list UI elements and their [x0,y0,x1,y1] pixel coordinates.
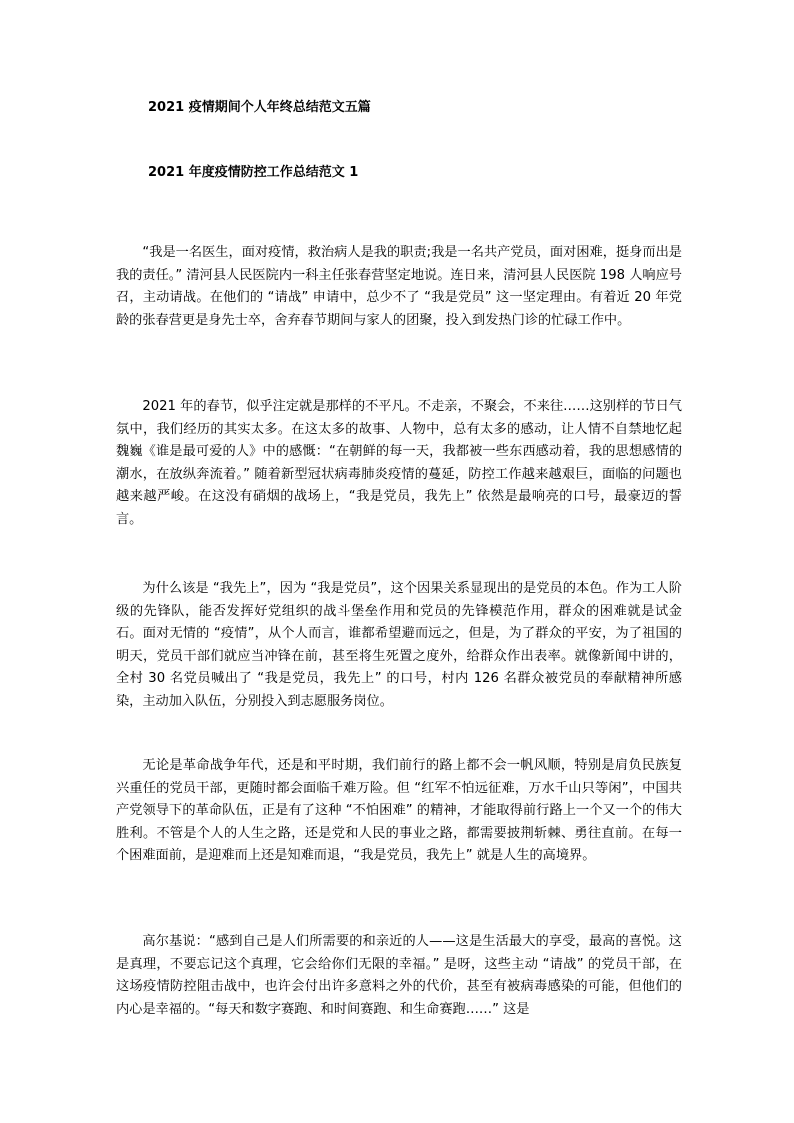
section-title: 2021 年度疫情防控工作总结范文 1 [148,165,359,180]
document-title: 2021 疫情期间个人年终总结范文五篇 [148,100,371,115]
paragraph: 无论是革命战争年代，还是和平时期，我们前行的路上都不会一帆风顺，特别是肩负民族复兴重任的党员干部，更随时都会面临千难万险。但 “红军不怕远征难，万水千山只等闲”，中国共产党领导下的革命队伍，正是有了这种 “不怕困难” 的精神，才能取得前行路上一个又一个的伟大胜利。不管是个人的人生之路，还是党和人民的事业之路，都需要披荆斩棘、勇往直前。在每一个困难面前，是迎难而上还是知难而退，“我是党员，我先上” 就是人生的高境界。 [116,758,682,864]
paragraph: 2021 年的春节，似乎注定就是那样的不平凡。不走亲，不聚会，不来往……这别样的节日气氛中，我们经历的其实太多。在这太多的故事、人物中，总有太多的感动，让人情不自禁地忆起魏巍《谁是最可爱的人》中的感慨：“在朝鲜的每一天，我都被一些东西感动着，我的思想感情的潮水，在放纵奔流着。” 随着新型冠状病毒肺炎疫情的蔓延，防控工作越来越艰巨，面临的问题也越来越严峻。在这没有硝烟的战场上，“我是党员，我先上” 依然是最响亮的口号，最豪迈的誓言。 [116,399,682,527]
paragraph: “我是一名医生，面对疫情，救治病人是我的职责;我是一名共产党员，面对困难，挺身而出是我的责任。” 清河县人民医院内一科主任张春营坚定地说。连日来，清河县人民医院 198 人响应号召，主动请战。在他们的 “请战” 申请中，总少不了 “我是党员” 这一坚定理由。有着近 20 年党龄的张春营更是身先士卒，舍弃春节期间与家人的团聚，投入到发热门诊的忙碌工作中。 [116,245,682,328]
paragraph: 高尔基说：“感到自己是人们所需要的和亲近的人——这是生活最大的享受，最高的喜悦。这是真理，不要忘记这个真理，它会给你们无限的幸福。” 是呀，这些主动 “请战” 的党员干部，在这场疫情防控阻击战中，也许会付出许多意料之外的代价，甚至有被病毒感染的可能，但他们的内心是幸福的。“每天和数字赛跑、和时间赛跑、和生命赛跑……” 这是 [116,934,682,1017]
paragraph: 为什么该是 “我先上”，因为 “我是党员”，这个因果关系显现出的是党员的本色。作为工人阶级的先锋队，能否发挥好党组织的战斗堡垒作用和党员的先锋模范作用，群众的困难就是试金石。面对无情的 “疫情”，从个人而言，谁都希望避而远之，但是，为了群众的平安，为了祖国的明天，党员干部们就应当冲锋在前，甚至将生死置之度外，给群众作出表率。就像新闻中讲的，全村 30 名党员喊出了 “我是党员，我先上” 的口号，村内 126 名群众被党员的奉献精神所感染，主动加入队伍，分别投入到志愿服务岗位。 [116,581,682,709]
